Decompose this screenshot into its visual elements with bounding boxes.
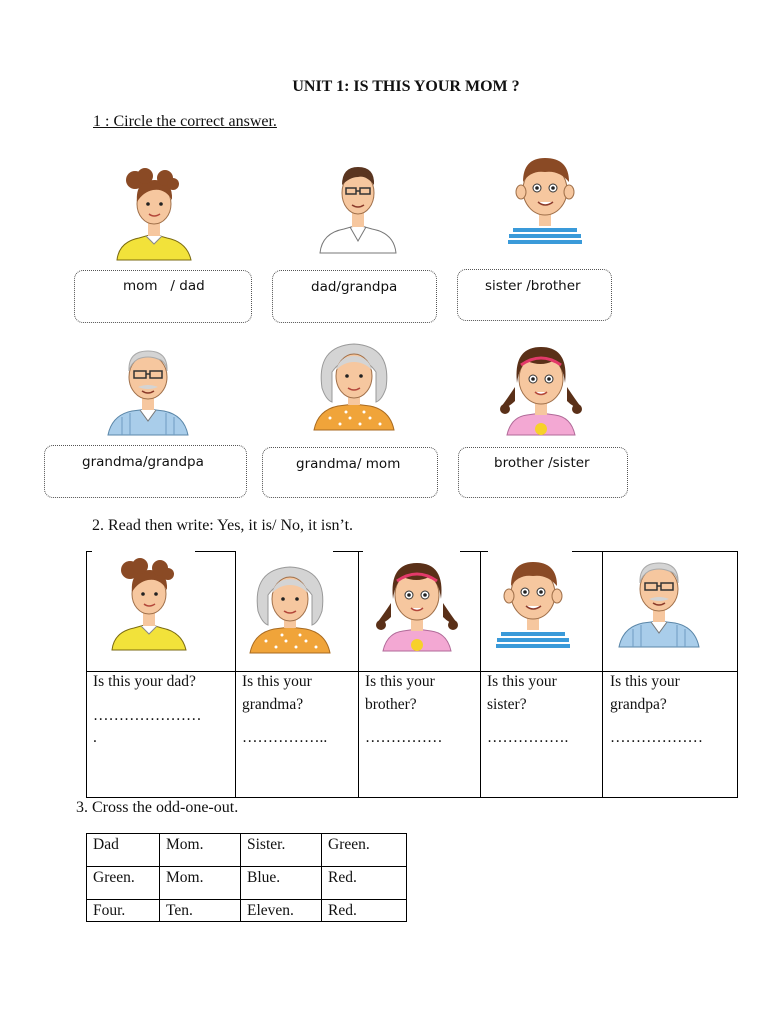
word-cell[interactable]: Green. [87, 867, 160, 900]
grandma-picture [242, 555, 338, 655]
table-row [87, 834, 407, 867]
question-line: Is this your [610, 673, 680, 690]
question-line: Is this your dad? [93, 673, 196, 690]
word-cell[interactable]: Red. [322, 900, 407, 922]
odd-one-out-table [86, 833, 407, 922]
table-row [87, 867, 407, 900]
word-cell[interactable]: Dad [87, 834, 160, 867]
answer-blank[interactable]: ……………. [487, 729, 569, 746]
word-cell[interactable]: Four. [87, 900, 160, 922]
section1-heading: 1 : Circle the correct answer. [93, 113, 277, 130]
option-box-1[interactable] [74, 270, 252, 323]
boy-picture [485, 552, 581, 652]
boy-illustration [497, 148, 593, 248]
option-text: dad/grandpa [311, 279, 398, 295]
word-cell[interactable]: Sister. [241, 834, 322, 867]
question-cell-4 [487, 671, 605, 750]
word-cell[interactable]: Green. [322, 834, 407, 867]
question-line: Is this your [365, 673, 435, 690]
word-cell[interactable]: Mom. [160, 867, 241, 900]
word-cell[interactable]: Ten. [160, 900, 241, 922]
word-cell[interactable]: Red. [322, 867, 407, 900]
table-row [87, 900, 407, 922]
answer-blank[interactable]: …………… [365, 729, 443, 746]
answer-blank[interactable]: …………….. [242, 729, 328, 746]
word-cell[interactable]: Blue. [241, 867, 322, 900]
mom-picture [100, 552, 196, 652]
question-line: Is this your [487, 673, 557, 690]
option-box-2[interactable] [272, 270, 437, 323]
option-box-6[interactable] [458, 447, 628, 498]
page-title: UNIT 1: IS THIS YOUR MOM ? [292, 78, 520, 95]
option-text: brother /sister [494, 455, 590, 471]
question-cell-3 [365, 671, 483, 750]
question-cell-5 [610, 671, 735, 750]
grandpa-picture [611, 549, 707, 649]
mom-illustration [105, 162, 201, 262]
option-box-5[interactable] [262, 447, 438, 498]
answer-blank[interactable]: ………………… [93, 706, 202, 724]
question-line-2: grandma? [242, 695, 304, 713]
question-line-2: sister? [487, 695, 527, 713]
answer-blank-continuation: . [93, 729, 97, 746]
option-box-4[interactable] [44, 445, 247, 498]
answer-blank[interactable]: ……………… [610, 729, 703, 746]
grandma-illustration [306, 332, 402, 432]
option-text: grandma/ mom [296, 456, 401, 472]
girl-picture [369, 553, 465, 653]
option-text: grandma/grandpa [82, 454, 204, 470]
dad-illustration [310, 155, 406, 255]
section3-heading: 3. Cross the odd-one-out. [76, 799, 239, 816]
question-line: Is this your [242, 673, 312, 690]
question-line-2: brother? [365, 695, 417, 713]
word-cell[interactable]: Eleven. [241, 900, 322, 922]
word-cell[interactable]: Mom. [160, 834, 241, 867]
section2-heading: 2. Read then write: Yes, it is/ No, it isn’t. [92, 517, 354, 534]
option-box-3[interactable] [457, 269, 612, 321]
option-text: sister /brother [485, 278, 581, 294]
question-cell-1 [93, 671, 233, 750]
grandpa-illustration [100, 337, 196, 437]
girl-illustration [493, 337, 589, 437]
question-line-2: grandpa? [610, 695, 667, 713]
option-text: mom / dad [123, 278, 205, 294]
question-cell-2 [242, 671, 367, 750]
